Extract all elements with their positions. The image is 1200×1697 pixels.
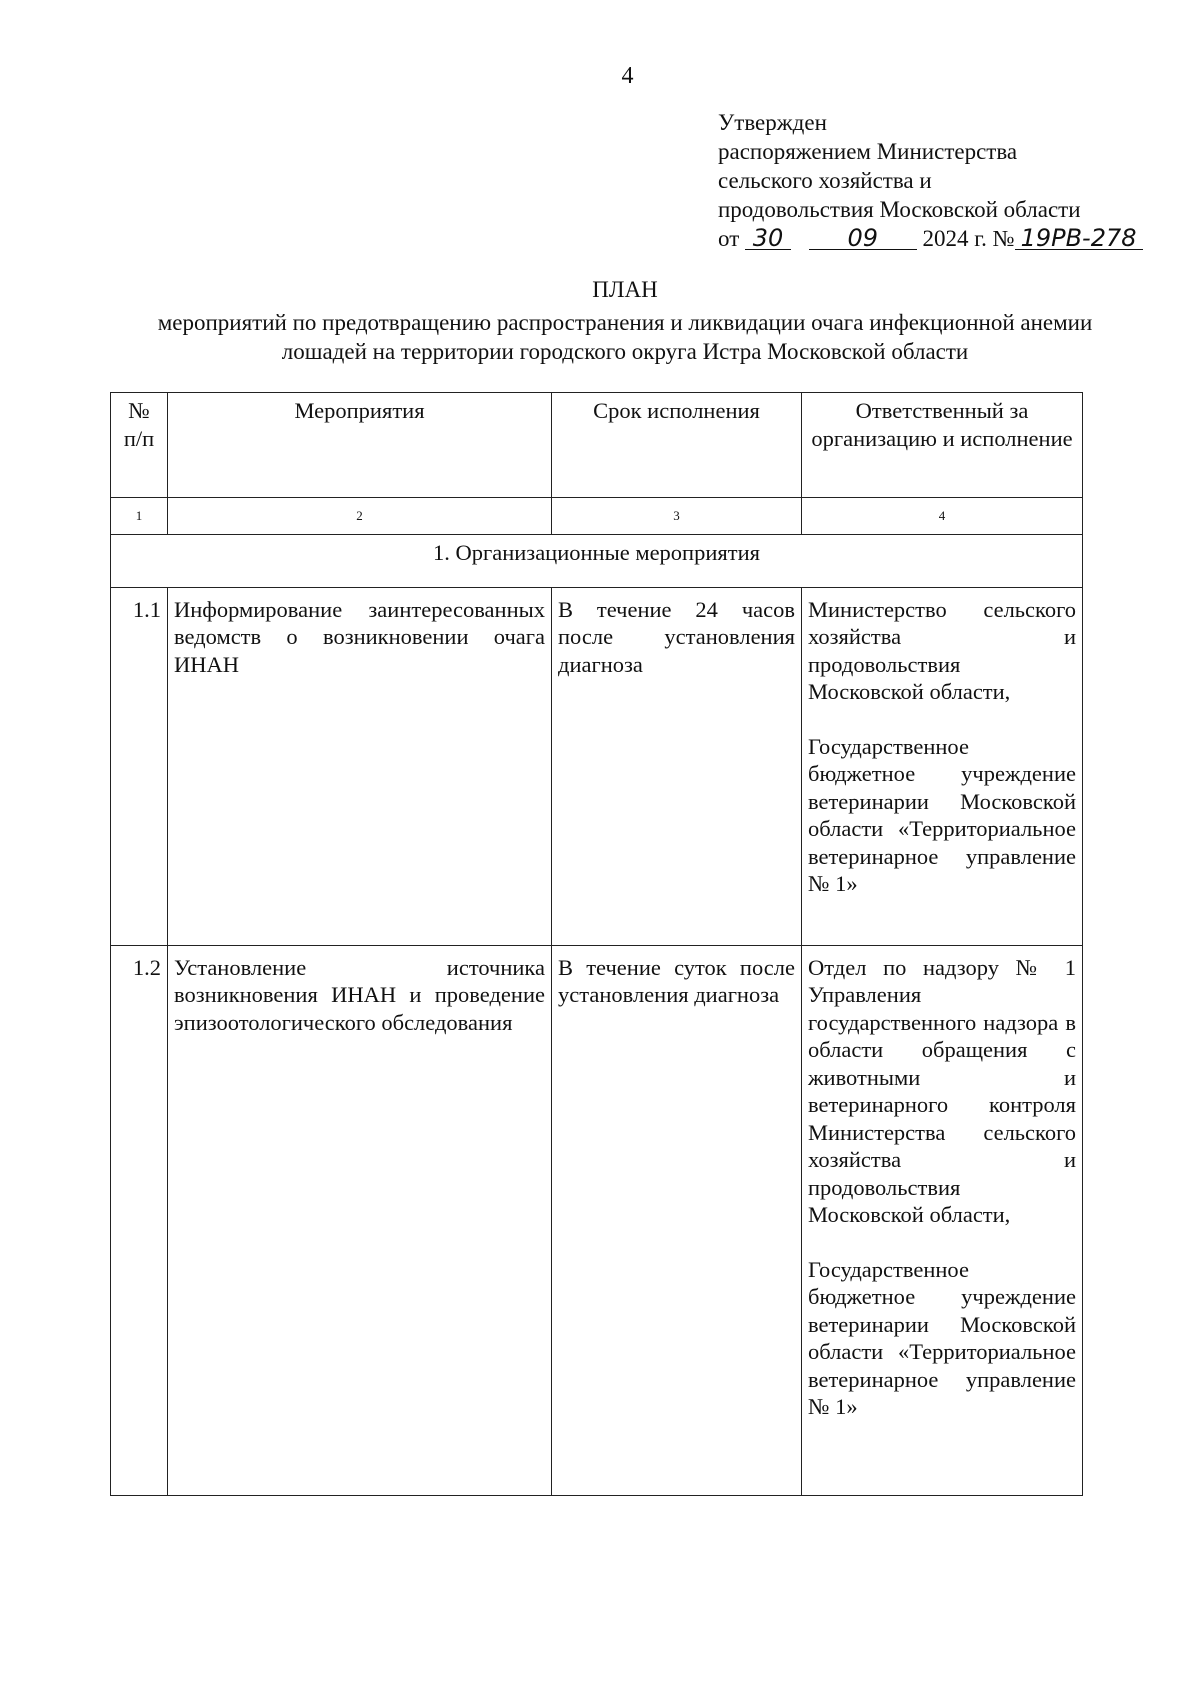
header-deadline: Срок исполнения — [552, 393, 802, 498]
row-deadline: В течение суток после установления диагноза — [552, 945, 802, 1495]
header-action: Мероприятия — [168, 393, 552, 498]
approval-line-2: распоряжением Министерства — [718, 139, 1018, 164]
responsible-entry: Министерство сельского хозяйства и продовольствия Московской области, — [808, 596, 1076, 704]
column-number-2: 2 — [168, 498, 552, 535]
approval-line-1: Утвержден — [718, 110, 827, 135]
row-action: Информирование заинтересованных ведомств о возникновении очага ИНАН — [168, 587, 552, 945]
row-responsible — [802, 587, 1083, 945]
row-number: 1.2 — [111, 945, 168, 1495]
row-responsible — [802, 945, 1083, 1495]
plan-subtitle-line-1: мероприятий по предотвращению распространения и ликвидации очага инфекционной анемии — [157, 310, 1093, 335]
row-number: 1.1 — [111, 587, 168, 945]
header-number: № п/п — [111, 393, 168, 498]
responsible-entry: Государственное бюджетное учреждение ветеринарии Московской области «Территориальное ветеринарное управление № 1» — [808, 733, 1076, 896]
section-title: 1. Организационные мероприятия — [111, 534, 1083, 587]
approval-line-4: продовольствия Московской области — [718, 197, 1081, 222]
table-header-row — [111, 393, 1083, 498]
approval-month: 09 — [809, 227, 917, 250]
section-row — [111, 534, 1083, 587]
column-number-3: 3 — [552, 498, 802, 535]
column-number-1: 1 — [111, 498, 168, 535]
approval-day: 30 — [745, 227, 791, 250]
plan-heading: ПЛАН — [592, 277, 658, 302]
row-action: Установление источника возникновения ИНАН и проведение эпизоотологического обследования — [168, 945, 552, 1495]
responsible-entry: Отдел по надзору № 1 Управления государственного надзора в области обращения с животными и ветеринарного контроля Министерства сельского хозяйства и продовольствия Московской области, — [808, 954, 1076, 1227]
row-deadline: В течение 24 часов после установления диагноза — [552, 587, 802, 945]
approval-block — [718, 108, 1143, 253]
table-row — [111, 587, 1083, 945]
plan-table — [110, 392, 1083, 1496]
table-row — [111, 945, 1083, 1495]
plan-subtitle-line-2: лошадей на территории городского округа Истра Московской области — [281, 339, 969, 364]
approval-date-line — [718, 224, 1143, 253]
page-number: 4 — [621, 63, 634, 89]
column-number-row — [111, 498, 1083, 535]
responsible-entry: Государственное бюджетное учреждение ветеринарии Московской области «Территориальное ветеринарное управление № 1» — [808, 1256, 1076, 1419]
approval-number: 19РВ-278 — [1015, 227, 1143, 250]
approval-year-label: 2024 г. № — [922, 226, 1015, 251]
column-number-4: 4 — [802, 498, 1083, 535]
approval-line-3: сельского хозяйства и — [718, 168, 932, 193]
header-responsible: Ответственный за организацию и исполнение — [802, 393, 1083, 498]
approval-from-label: от — [718, 226, 740, 251]
